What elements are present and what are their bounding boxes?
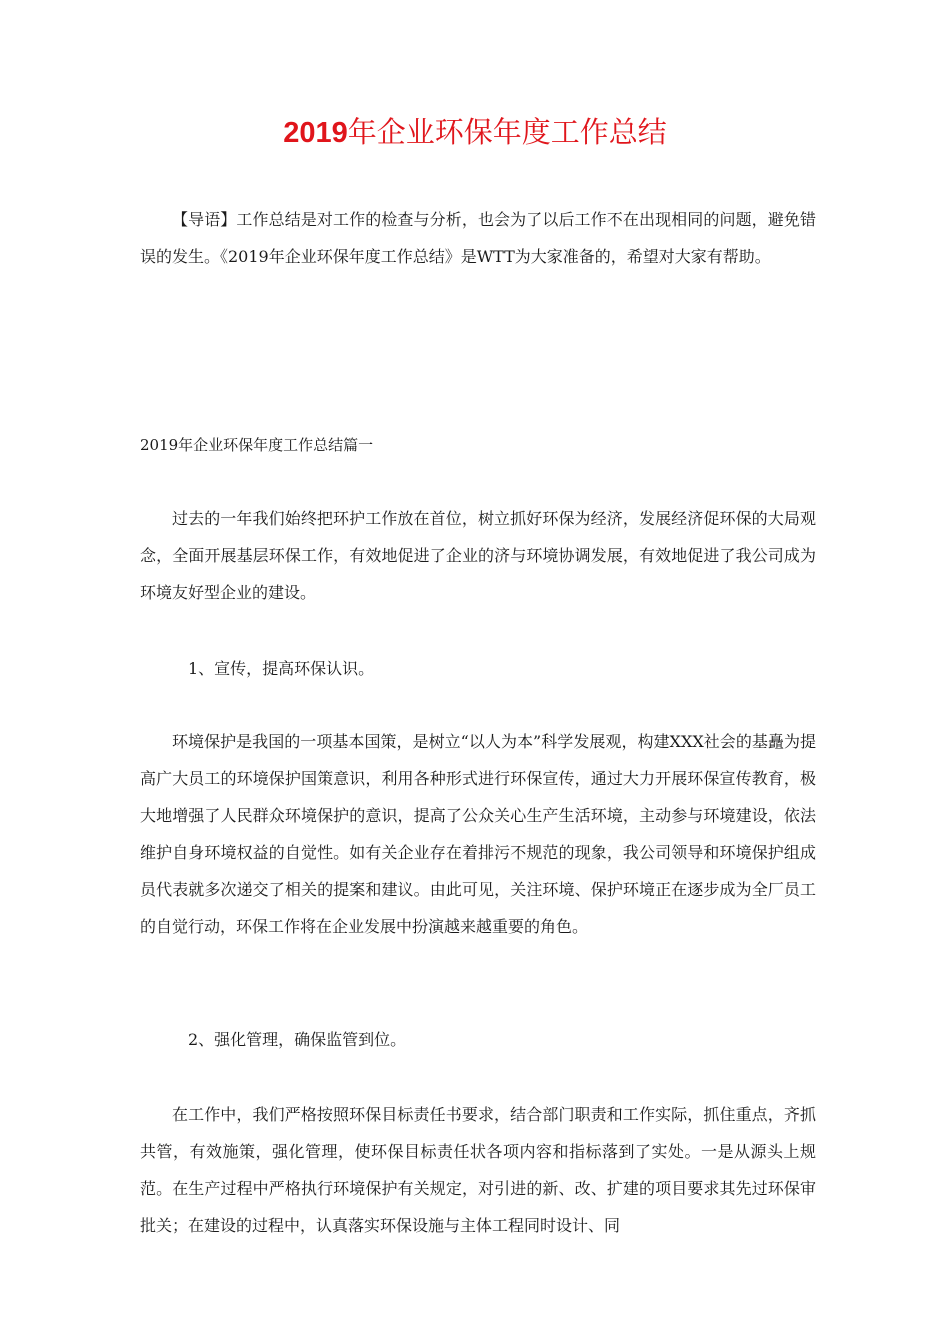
title-text: 年企业环保年度工作总结: [347, 115, 667, 149]
body-paragraph-2: 环境保护是我国的一项基本国策，是树立“以人为本”科学发展观，构建XXX社会的基矗为提高广大员工的环境保护国策意识，利用各种形式进行环保宣传，通过大力开展环保宣传教育，极大地增强了人民群众环境保护的意识，提高了公众关心生产生活环境，主动参与环境建设，依法维护自身环境权益的自觉性。如有关企业存在着排污不规范的现象，我公司领导和环境保护组成员代表就多次递交了相关的提案和建议。由此可见，关注环境、保护环境正在逐步成为全厂员工的自觉行动，环保工作将在企业发展中扮演越来越重要的角色。: [140, 732, 816, 936]
document-title: [0, 112, 950, 153]
section-title: 2019年企业环保年度工作总结篇一: [140, 436, 374, 454]
item-heading-2: 2、强化管理，确保监管到位。: [188, 1030, 407, 1049]
body-paragraph-1: 过去的一年我们始终把环护工作放在首位，树立抓好环保为经济，发展经济促环保的大局观念，全面开展基层环保工作，有效地促进了企业的济与环境协调发展，有效地促进了我公司成为环境友好型企业的建设。: [140, 509, 816, 602]
intro-paragraph: 【导语】工作总结是对工作的检查与分析，也会为了以后工作不在出现相同的问题，避免错误的发生。《2019年企业环保年度工作总结》是WTT为大家准备的，希望对大家有帮助。: [140, 210, 816, 266]
item-heading-1: 1、宣传，提高环保认识。: [188, 659, 375, 678]
body-paragraph-3: 在工作中，我们严格按照环保目标责任书要求，结合部门职责和工作实际，抓住重点，齐抓共管，有效施策，强化管理，使环保目标责任状各项内容和指标落到了实处。一是从源头上规范。在生产过程中严格执行环境保护有关规定，对引进的新、改、扩建的项目要求其先过环保审批关；在建设的过程中，认真落实环保设施与主体工程同时设计、同: [140, 1105, 816, 1235]
title-year: 2019: [283, 117, 348, 149]
